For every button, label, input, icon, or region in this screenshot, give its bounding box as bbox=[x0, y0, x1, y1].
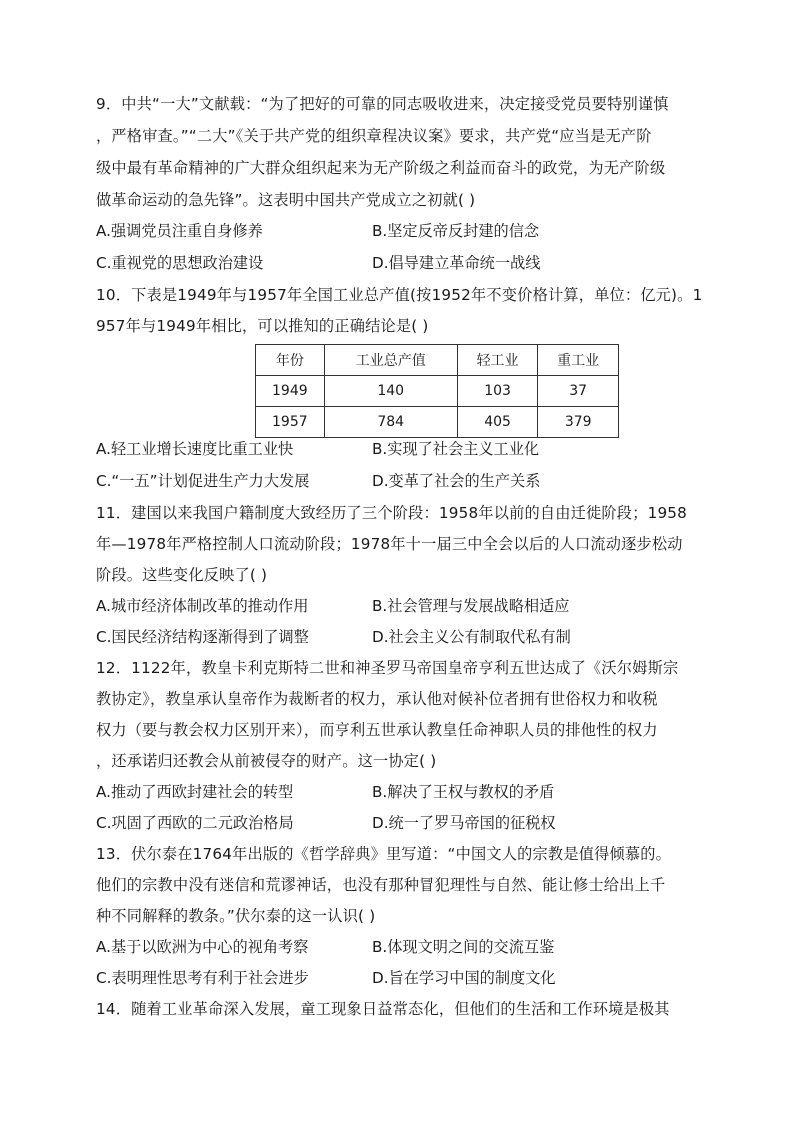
q12-line-2: 教协定》，教皇承认皇帝作为裁断者的权力，承认他对候补位者拥有世俗权力和收税 bbox=[96, 690, 658, 708]
table-cell: 103 bbox=[457, 376, 538, 407]
q11-line-3: 阶段。这些变化反映了( ) bbox=[96, 566, 268, 584]
q11-line-1: 11．建国以来我国户籍制度大致经历了三个阶段：1958年以前的自由迁徙阶段；1958 bbox=[96, 504, 688, 522]
q12-line-4: ，还承诺归还教会从前被侵夺的财产。这一协定( ) bbox=[96, 752, 437, 770]
table-cell: 405 bbox=[457, 407, 538, 438]
table-cell: 1949 bbox=[256, 376, 325, 407]
table-row bbox=[256, 376, 619, 407]
q14-line-1: 14．随着工业革命深入发展，童工现象日益常态化，但他们的生活和工作环境是极其 bbox=[96, 1000, 670, 1018]
q13-line-2: 他们的宗教中没有迷信和荒谬神话，也没有那种冒犯理性与自然、能让修士给出上千 bbox=[96, 876, 666, 894]
q13-option-b[interactable]: B.体现文明之间的交流互鉴 bbox=[372, 938, 555, 956]
q13-option-d[interactable]: D.旨在学习中国的制度文化 bbox=[372, 969, 556, 987]
q9-option-b[interactable]: B.坚定反帝反封建的信念 bbox=[372, 222, 540, 240]
q12-option-a[interactable]: A.推动了西欧封建社会的转型 bbox=[96, 783, 294, 801]
q12-option-c[interactable]: C.巩固了西欧的二元政治格局 bbox=[96, 814, 294, 832]
q13-line-1: 13．伏尔泰在1764年出版的《哲学辞典》里写道：“中国文人的宗教是值得倾慕的。 bbox=[96, 845, 672, 863]
q13-option-a[interactable]: A.基于以欧洲为中心的视角考察 bbox=[96, 938, 309, 956]
table-cell: 379 bbox=[538, 407, 619, 438]
table-cell: 784 bbox=[324, 407, 457, 438]
q9-option-a[interactable]: A.强调党员注重自身修养 bbox=[96, 222, 263, 240]
q10-option-d[interactable]: D.变革了社会的生产关系 bbox=[372, 472, 541, 490]
table-header-cell: 工业总产值 bbox=[324, 345, 457, 376]
q12-line-1: 12．1122年，教皇卡利克斯特二世和神圣罗马帝国皇帝亨利五世达成了《沃尔姆斯宗 bbox=[96, 659, 679, 677]
table-header-cell: 轻工业 bbox=[457, 345, 538, 376]
table-header-row bbox=[256, 345, 619, 376]
q9-option-d[interactable]: D.倡导建立革命统一战线 bbox=[372, 254, 541, 272]
q10-line-2: 957年与1949年相比，可以推知的正确结论是( ) bbox=[96, 317, 429, 335]
table-cell: 37 bbox=[538, 376, 619, 407]
q12-option-b[interactable]: B.解决了王权与教权的矛盾 bbox=[372, 783, 555, 801]
table-cell: 140 bbox=[324, 376, 457, 407]
q11-option-b[interactable]: B.社会管理与发展战略相适应 bbox=[372, 597, 570, 615]
q13-option-c[interactable]: C.表明理性思考有利于社会进步 bbox=[96, 969, 309, 987]
q9-line-1: 9．中共“一大”文献载：“为了把好的可靠的同志吸收进来，决定接受党员要特别谨慎 bbox=[96, 95, 669, 113]
q11-option-d[interactable]: D.社会主义公有制取代私有制 bbox=[372, 628, 571, 646]
q10-option-c[interactable]: C.“一五”计划促进生产力大发展 bbox=[96, 472, 310, 490]
q10-option-b[interactable]: B.实现了社会主义工业化 bbox=[372, 440, 540, 458]
industry-output-table bbox=[255, 344, 619, 438]
q12-option-d[interactable]: D.统一了罗马帝国的征税权 bbox=[372, 814, 556, 832]
table-row bbox=[256, 407, 619, 438]
table-header-cell: 年份 bbox=[256, 345, 325, 376]
q9-line-2: ，严格审查。”“二大”《关于共产党的组织章程决议案》要求，共产党“应当是无产阶 bbox=[96, 127, 652, 145]
q9-option-c[interactable]: C.重视党的思想政治建设 bbox=[96, 254, 264, 272]
table-header-cell: 重工业 bbox=[538, 345, 619, 376]
q13-line-3: 种不同解释的教条。”伏尔泰的这一认识( ) bbox=[96, 907, 376, 925]
q10-option-a[interactable]: A.轻工业增长速度比重工业快 bbox=[96, 440, 294, 458]
q9-line-3: 级中最有革命精神的广大群众组织起来为无产阶级之利益而奋斗的政党，为无产阶级 bbox=[96, 159, 666, 177]
q10-line-1: 10．下表是1949年与1957年全国工业总产值(按1952年不变价格计算，单位：亿元)。1 bbox=[96, 286, 703, 304]
q12-line-3: 权力（要与教会权力区别开来），而亨利五世承认教皇任命神职人员的排他性的权力 bbox=[96, 721, 658, 739]
q9-line-4: 做革命运动的急先锋”。这表明中国共产党成立之初就( ) bbox=[96, 191, 476, 209]
table-cell: 1957 bbox=[256, 407, 325, 438]
q11-option-a[interactable]: A.城市经济体制改革的推动作用 bbox=[96, 597, 309, 615]
q11-option-c[interactable]: C.国民经济结构逐渐得到了调整 bbox=[96, 628, 309, 646]
q11-line-2: 年—1978年严格控制人口流动阶段；1978年十一届三中全会以后的人口流动逐步松动 bbox=[96, 535, 683, 553]
